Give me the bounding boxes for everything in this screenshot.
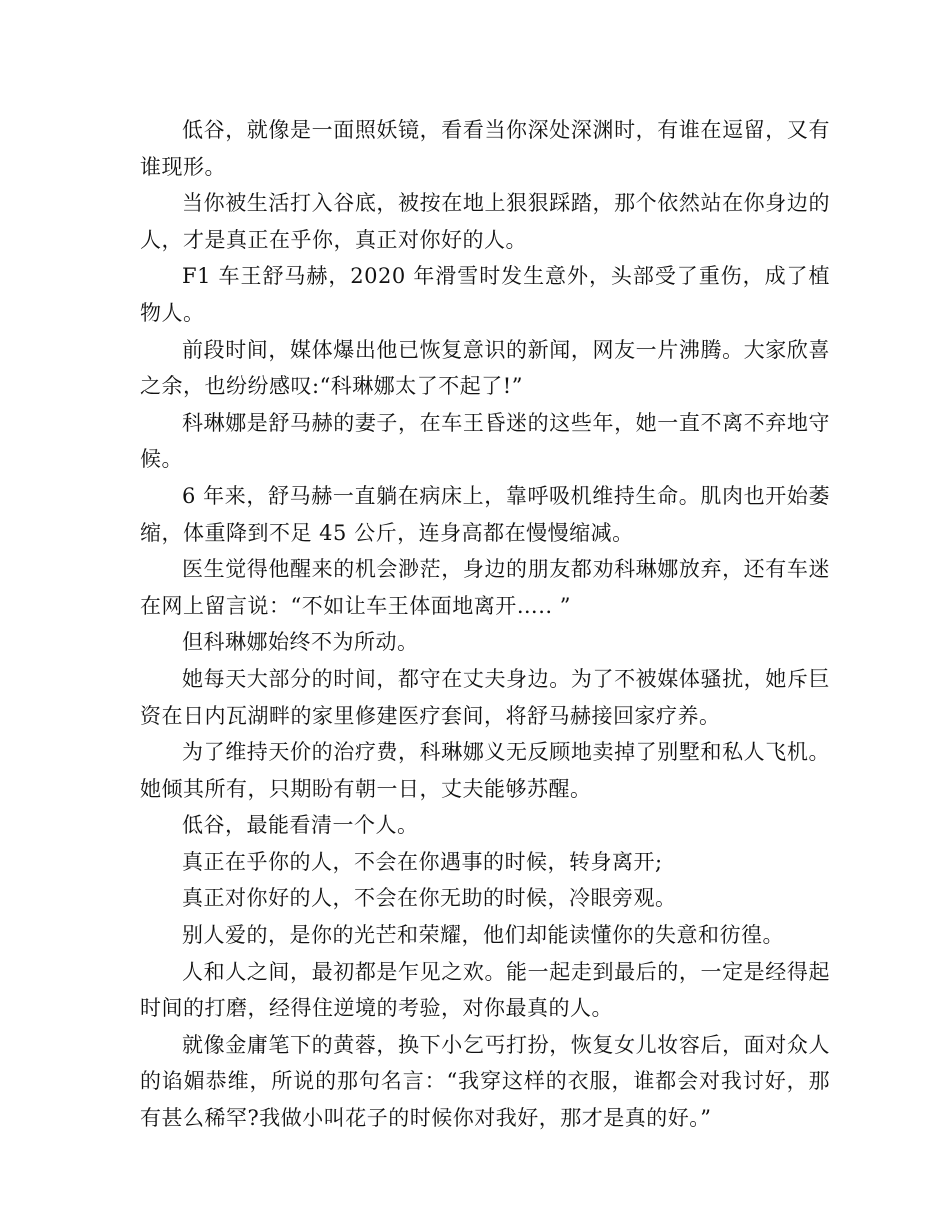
- paragraph-12: 真正在乎你的人，不会在你遇事的时候，转身离开;: [182, 849, 663, 874]
- paragraph-15: 人和人之间，最初都是乍见之欢。能一起走到最后的，一定是经得起时间的打磨，经得住逆境的考验，对你最真的人。: [140, 959, 830, 1021]
- paragraph-8: 但科琳娜始终不为所动。: [182, 630, 419, 655]
- paragraph-3: F1 车王舒马赫，2020 年滑雪时发生意外，头部受了重伤，成了植物人。: [140, 264, 830, 325]
- paragraph-5: 科琳娜是舒马赫的妻子，在车王昏迷的这些年，她一直不离不弃地守候。: [140, 410, 830, 472]
- paragraph-10: 为了维持天价的治疗费，科琳娜义无反顾地卖掉了别墅和私人飞机。她倾其所有，只期盼有朝一日，丈夫能够苏醒。: [140, 740, 830, 801]
- paragraph-2: 当你被生活打入谷底，被按在地上狠狠踩踏，那个依然站在你身边的人，才是真正在乎你，真正对你好的人。: [140, 191, 830, 252]
- paragraph-4: 前段时间，媒体爆出他已恢复意识的新闻，网友一片沸腾。大家欣喜之余，也纷纷感叹:“科琳娜太了不起了!”: [140, 337, 830, 399]
- paragraph-11: 低谷，最能看清一个人。: [182, 813, 419, 838]
- article-body: [140, 112, 830, 1137]
- paragraph-6: 6 年来，舒马赫一直躺在病床上，靠呼吸机维持生命。肌肉也开始萎缩，体重降到不足 45 公斤，连身高都在慢慢缩减。: [140, 483, 830, 545]
- paragraph-1: 低谷，就像是一面照妖镜，看看当你深处深渊时，有谁在逗留，又有谁现形。: [140, 118, 830, 179]
- paragraph-7: 医生觉得他醒来的机会渺茫，身边的朋友都劝科琳娜放弃，还有车迷在网上留言说：“不如让车王体面地离开….. ”: [140, 557, 830, 618]
- paragraph-16: 就像金庸笔下的黄蓉，换下小乞丐打扮，恢复女儿妆容后，面对众人的谄媚恭维，所说的那句名言：“我穿这样的衣服，谁都会对我讨好，那有甚么稀罕?我做小叫花子的时候你对我好，那才是真的好。”: [140, 1032, 830, 1131]
- paragraph-9: 她每天大部分的时间，都守在丈夫身边。为了不被媒体骚扰，她斥巨资在日内瓦湖畔的家里修建医疗套间，将舒马赫接回家疗养。: [140, 666, 830, 728]
- paragraph-13: 真正对你好的人，不会在你无助的时候，冷眼旁观。: [182, 886, 677, 911]
- paragraph-14: 别人爱的，是你的光芒和荣耀，他们却能读懂你的失意和彷徨。: [182, 923, 784, 948]
